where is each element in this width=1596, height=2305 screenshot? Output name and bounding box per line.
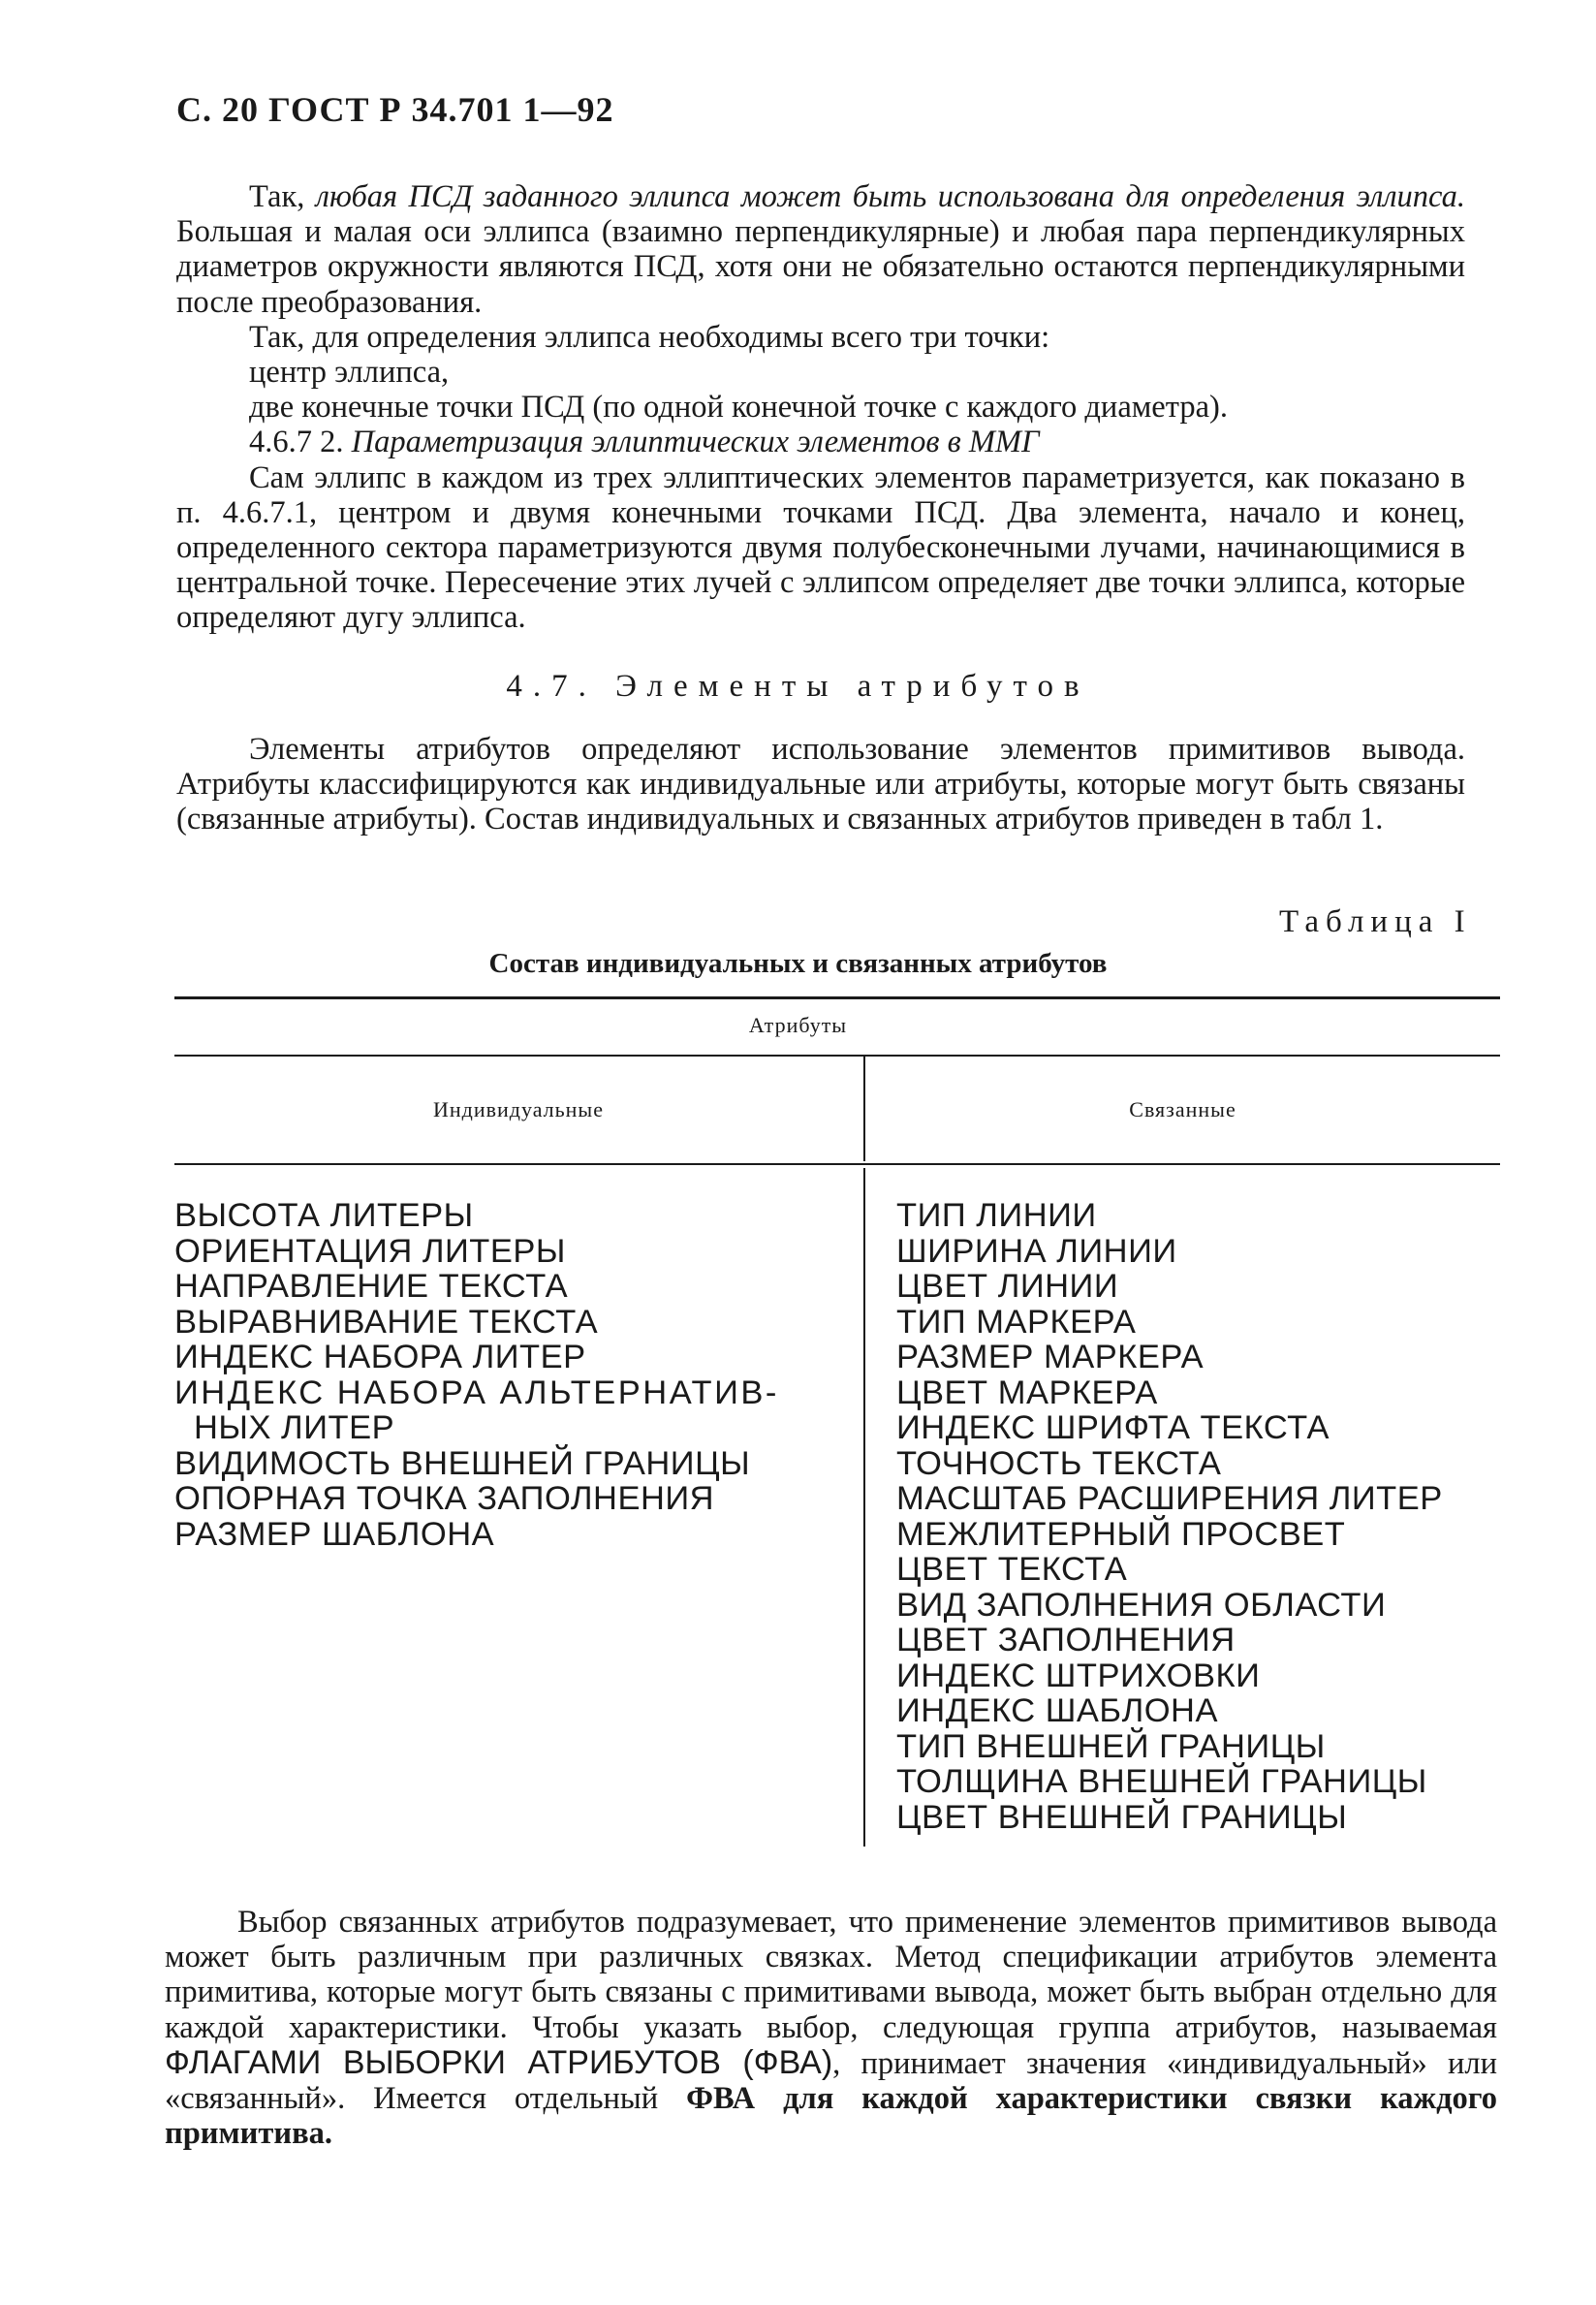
table-left-item-part: ИНДЕКС НАБОРА АЛЬТЕРНАТИВ- <box>174 1374 779 1411</box>
table-header-divider <box>863 1057 865 1161</box>
closing-paragraph: Выбор связанных атрибутов подразумевает, что применение элементов примитивов вывода может быть различным при различных связках. Метод спецификации атрибутов элемента примитива, которые могут быть связаны с примитивами вывода, может быть выбран отдельно для каждой характеристики. Чтобы указать выбор, следующая группа атрибутов, называемая ФЛАГАМИ ВЫБОРКИ АТРИБУТОВ (ФВА), принимает значения «индивидуальный» или «связанный». Имеется отдельный ФВА для каждой характеристики связки каждого примитива. <box>165 1905 1498 2152</box>
section-47-paragraph: Элементы атрибутов определяют использование элементов примитивов вывода. Атрибуты классифицируются как индивидуальные или атрибуты, которые могут быть связаны (связанные атрибуты). Состав индивидуальных и связанных атрибутов приведен в табл 1. <box>176 732 1465 837</box>
table-right-item: ЦВЕТ ЛИНИИ <box>896 1268 1119 1305</box>
table-top-rule <box>174 996 1500 999</box>
section-47-heading: 4.7. Элементы атрибутов <box>506 669 1090 704</box>
table-right-item: МАСШТАБ РАСШИРЕНИЯ ЛИТЕР <box>896 1480 1443 1517</box>
table-caption: Состав индивидуальных и связанных атрибутов <box>488 948 1108 979</box>
table-left-item: ИНДЕКС НАБОРА ЛИТЕР <box>174 1339 586 1375</box>
table-left-column <box>174 1198 853 1552</box>
page-header: С. 20 ГОСТ Р 34.701 1—92 <box>176 90 614 129</box>
table-right-item: ТИП ВНЕШНЕЙ ГРАНИЦЫ <box>896 1727 1326 1765</box>
table-left-item <box>174 1375 853 1446</box>
table-right-item: ВИД ЗАПОЛНЕНИЯ ОБЛАСТИ <box>896 1586 1387 1624</box>
table-right-item: ЦВЕТ ВНЕШНЕЙ ГРАНИЦЫ <box>896 1798 1348 1836</box>
table-label: Таблица I <box>1279 904 1472 939</box>
table-right-column <box>896 1198 1497 1835</box>
table-left-item: ВИДИМОСТЬ ВНЕШНЕЙ ГРАНИЦЫ <box>174 1444 751 1482</box>
table-right-item: ТИП ЛИНИИ <box>896 1197 1097 1234</box>
table-left-item: ВЫРАВНИВАНИЕ ТЕКСТА <box>174 1303 599 1341</box>
table-right-item: ИНДЕКС ШАБЛОНА <box>896 1692 1218 1729</box>
section-47-body <box>176 732 1465 837</box>
table-right-item: ШИРИНА ЛИНИИ <box>896 1232 1177 1270</box>
table-right-item: ЦВЕТ МАРКЕРА <box>896 1374 1158 1411</box>
table-right-item: МЕЖЛИТЕРНЫЙ ПРОСВЕТ <box>896 1515 1346 1553</box>
table-group-header: Атрибуты <box>748 1013 848 1037</box>
table-col-left-header: Индивидуальные <box>433 1097 604 1121</box>
table-right-item: ЦВЕТ ТЕКСТА <box>896 1551 1128 1588</box>
intro-line-2: центр эллипса, <box>249 355 450 391</box>
table-left-item: ВЫСОТА ЛИТЕРЫ <box>174 1197 474 1234</box>
table-column-divider <box>863 1168 865 1847</box>
intro-line-3: две конечные точки ПСД (по одной конечной точке с каждого диаметра). <box>249 390 1228 426</box>
table-left-item: РАЗМЕР ШАБЛОНА <box>174 1515 495 1553</box>
table-left-item: ОРИЕНТАЦИЯ ЛИТЕРЫ <box>174 1232 566 1270</box>
table-left-item-continuation: НЫХ ЛИТЕР <box>194 1409 395 1446</box>
closing-section <box>165 1905 1497 2151</box>
intro-section <box>176 179 1465 636</box>
closing-caps-term: ФЛАГАМИ ВЫБОРКИ АТРИБУТОВ (ФВА) <box>165 2043 833 2081</box>
intro-line-1: Так, для определения эллипса необходимы всего три точки: <box>249 319 1050 355</box>
table-right-item: ЦВЕТ ЗАПОЛНЕНИЯ <box>896 1622 1236 1658</box>
section-4672-paragraph: Сам эллипс в каждом из трех эллиптических элементов параметризуется, как показано в п. 4.6.7.1, центром и двумя конечными точками ПСД. Два элемента, начало и конец, определенного сектора параметризуются двумя полубесконечными лучами, начинающимися в центральной точке. Пересечение этих лучей с эллипсом определяет две точки эллипса, которые определяют дугу эллипса. <box>176 459 1465 636</box>
table-subheader-rule <box>174 1055 1500 1057</box>
table-right-item: РАЗМЕР МАРКЕРА <box>896 1339 1205 1375</box>
section-4672-heading: 4.6.7 2. Параметризация эллиптических элементов в ММГ <box>249 425 1040 460</box>
intro-paragraph: Так, любая ПСД заданного эллипса может быть использована для определения эллипса. Большая и малая оси эллипса (взаимно перпендикулярные) и любая пара перпендикулярных диаметров окружности являются ПСД, хотя они не обязательно остаются перпендикулярными после преобразования. <box>176 179 1466 320</box>
table-left-item: НАПРАВЛЕНИЕ ТЕКСТА <box>174 1268 569 1305</box>
table-col-right-header: Связанные <box>1129 1097 1236 1121</box>
table-header-bottom-rule <box>174 1163 1500 1165</box>
table-right-item: ТИП МАРКЕРА <box>896 1303 1137 1341</box>
table-right-item: ТОЧНОСТЬ ТЕКСТА <box>896 1444 1222 1482</box>
table-right-item: ИНДЕКС ШРИФТА ТЕКСТА <box>896 1409 1330 1446</box>
table-left-item: ОПОРНАЯ ТОЧКА ЗАПОЛНЕНИЯ <box>174 1480 715 1517</box>
table-right-item: ИНДЕКС ШТРИХОВКИ <box>896 1657 1261 1694</box>
table-right-item: ТОЛЩИНА ВНЕШНЕЙ ГРАНИЦЫ <box>896 1763 1427 1800</box>
